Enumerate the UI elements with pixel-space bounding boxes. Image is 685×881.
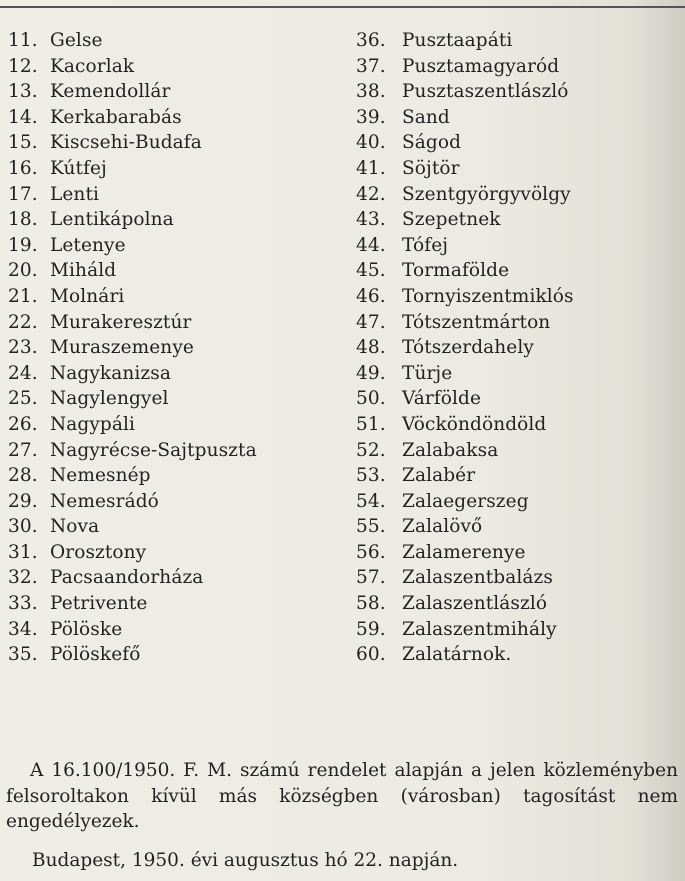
village-name: Zalaszentmihály <box>402 618 557 640</box>
village-name: Orosztony <box>50 541 147 563</box>
item-number: 12. <box>8 55 38 77</box>
item-number: 20. <box>8 260 38 282</box>
item-number: 38. <box>356 81 386 103</box>
item-number: 49. <box>356 362 386 384</box>
list-item <box>8 642 338 668</box>
list-item <box>356 79 676 105</box>
list-item <box>356 438 676 464</box>
list-item <box>356 540 676 566</box>
village-name: Nova <box>50 516 100 538</box>
list-item <box>8 79 338 105</box>
village-name: Zalaszentbalázs <box>402 567 553 589</box>
village-name: Szepetnek <box>402 209 501 231</box>
item-number: 26. <box>8 413 38 435</box>
list-item <box>356 565 676 591</box>
village-name: Petrivente <box>50 593 148 615</box>
list-item <box>8 617 338 643</box>
item-number: 40. <box>356 132 386 154</box>
list-item <box>8 386 338 412</box>
item-number: 47. <box>356 311 386 333</box>
village-name: Kútfej <box>50 157 107 179</box>
village-name: Tormafölde <box>402 260 510 282</box>
list-item <box>356 617 676 643</box>
item-number: 51. <box>356 413 386 435</box>
village-name: Söjtör <box>402 157 460 179</box>
item-number: 41. <box>356 157 386 179</box>
village-name: Molnári <box>50 285 125 307</box>
item-number: 34. <box>8 618 38 640</box>
item-number: 21. <box>8 285 38 307</box>
item-number: 50. <box>356 388 386 410</box>
village-name: Pacsaandorháza <box>50 567 204 589</box>
village-name: Kacorlak <box>50 55 135 77</box>
right-village-list <box>356 28 676 668</box>
list-item <box>356 233 676 259</box>
list-item <box>356 642 676 668</box>
list-item <box>8 233 338 259</box>
list-item <box>8 54 338 80</box>
village-name: Tornyiszentmiklós <box>402 285 574 307</box>
item-number: 17. <box>8 183 38 205</box>
list-item <box>8 130 338 156</box>
list-item <box>8 284 338 310</box>
item-number: 36. <box>356 30 386 51</box>
item-number: 37. <box>356 55 386 77</box>
list-item <box>356 182 676 208</box>
item-number: 11. <box>8 30 38 51</box>
village-name: Pölöske <box>50 618 123 640</box>
village-name: Szentgyörgyvölgy <box>402 183 571 205</box>
item-number: 42. <box>356 183 386 205</box>
item-number: 28. <box>8 465 38 487</box>
village-name: Zalatárnok. <box>402 644 512 666</box>
village-name: Vöcköndöndöld <box>402 413 547 435</box>
left-village-list <box>8 28 338 668</box>
item-number: 24. <box>8 362 38 384</box>
list-item <box>356 463 676 489</box>
item-number: 31. <box>8 541 38 563</box>
village-name: Pusztaszentlászló <box>402 81 569 103</box>
list-item <box>8 258 338 284</box>
list-item <box>356 335 676 361</box>
village-name: Nagypáli <box>50 413 136 435</box>
item-number: 53. <box>356 465 386 487</box>
village-name: Zalaszentlászló <box>402 593 548 615</box>
village-name: Nagylengyel <box>50 388 169 410</box>
village-name: Ságod <box>402 132 462 154</box>
item-number: 60. <box>356 644 386 666</box>
village-name: Nagykanizsa <box>50 362 171 384</box>
list-item <box>8 438 338 464</box>
item-number: 23. <box>8 337 38 359</box>
list-item <box>356 105 676 131</box>
village-name: Zalamerenye <box>402 541 526 563</box>
village-name: Muraszemenye <box>50 337 194 359</box>
item-number: 56. <box>356 541 386 563</box>
item-number: 18. <box>8 209 38 231</box>
decree-paragraph <box>6 758 678 835</box>
village-name: Murakeresztúr <box>50 311 192 333</box>
village-name: Pölöskefő <box>50 644 141 666</box>
list-item <box>356 386 676 412</box>
list-item <box>8 565 338 591</box>
village-name: Lenti <box>50 183 99 205</box>
item-number: 39. <box>356 106 386 128</box>
item-number: 16. <box>8 157 38 179</box>
list-item <box>356 489 676 515</box>
village-name: Zalabér <box>402 465 476 487</box>
list-item <box>8 412 338 438</box>
village-name: Pusztaapáti <box>402 30 513 51</box>
list-item <box>8 310 338 336</box>
item-number: 27. <box>8 439 38 461</box>
list-item <box>356 412 676 438</box>
list-item <box>8 105 338 131</box>
item-number: 52. <box>356 439 386 461</box>
list-item <box>8 156 338 182</box>
village-name: Tótszerdahely <box>402 337 534 359</box>
list-item <box>8 207 338 233</box>
village-name: Kerkabarabás <box>50 106 182 128</box>
list-item <box>356 361 676 387</box>
list-item <box>8 540 338 566</box>
item-number: 35. <box>8 644 38 666</box>
village-name: Nagyrécse-Sajtpuszta <box>50 439 257 461</box>
item-number: 55. <box>356 516 386 538</box>
list-item <box>8 361 338 387</box>
item-number: 13. <box>8 81 38 103</box>
item-number: 30. <box>8 516 38 538</box>
item-number: 29. <box>8 490 38 512</box>
list-item <box>8 514 338 540</box>
closing-date-line: Budapest, 1950. évi augusztus hó 22. napján. <box>32 850 459 871</box>
village-name: Kiscsehi-Budafa <box>50 132 202 154</box>
village-name: Tótszentmárton <box>402 311 551 333</box>
item-number: 14. <box>8 106 38 128</box>
list-item <box>356 284 676 310</box>
list-item <box>356 207 676 233</box>
list-item <box>8 335 338 361</box>
village-name: Türje <box>402 362 453 384</box>
village-name: Miháld <box>50 260 117 282</box>
item-number: 33. <box>8 593 38 615</box>
list-item <box>8 28 338 54</box>
item-number: 59. <box>356 618 386 640</box>
list-item <box>356 258 676 284</box>
item-number: 44. <box>356 234 386 256</box>
list-item <box>8 182 338 208</box>
village-name: Nemesnép <box>50 465 151 487</box>
village-name: Gelse <box>50 30 103 51</box>
village-name: Sand <box>402 106 450 128</box>
village-name: Várfölde <box>402 388 482 410</box>
item-number: 48. <box>356 337 386 359</box>
list-item <box>8 463 338 489</box>
list-item <box>356 130 676 156</box>
item-number: 32. <box>8 567 38 589</box>
item-number: 43. <box>356 209 386 231</box>
village-name: Letenye <box>50 234 126 256</box>
top-rule <box>0 6 685 8</box>
item-number: 58. <box>356 593 386 615</box>
village-name: Zalalövő <box>402 516 483 538</box>
village-name: Pusztamagyaród <box>402 55 560 77</box>
village-name: Zalabaksa <box>402 439 499 461</box>
list-item <box>356 514 676 540</box>
item-number: 15. <box>8 132 38 154</box>
item-number: 57. <box>356 567 386 589</box>
item-number: 19. <box>8 234 38 256</box>
item-number: 46. <box>356 285 386 307</box>
item-number: 25. <box>8 388 38 410</box>
list-item <box>356 156 676 182</box>
village-name: Tófej <box>402 234 449 256</box>
decree-paragraph-text: A 16.100/1950. F. M. számú rendelet alapján a jelen közleményben felsoroltakon kívül más községben (városban) tagosítást nem engedélyezek. <box>6 760 678 832</box>
item-number: 45. <box>356 260 386 282</box>
list-item <box>356 591 676 617</box>
list-item <box>8 489 338 515</box>
item-number: 22. <box>8 311 38 333</box>
list-item <box>8 591 338 617</box>
village-name: Zalaegerszeg <box>402 490 529 512</box>
village-name: Nemesrádó <box>50 490 159 512</box>
village-name: Lentikápolna <box>50 209 174 231</box>
list-item <box>356 28 676 54</box>
item-number: 54. <box>356 490 386 512</box>
list-item <box>356 310 676 336</box>
village-name: Kemendollár <box>50 81 171 103</box>
list-item <box>356 54 676 80</box>
